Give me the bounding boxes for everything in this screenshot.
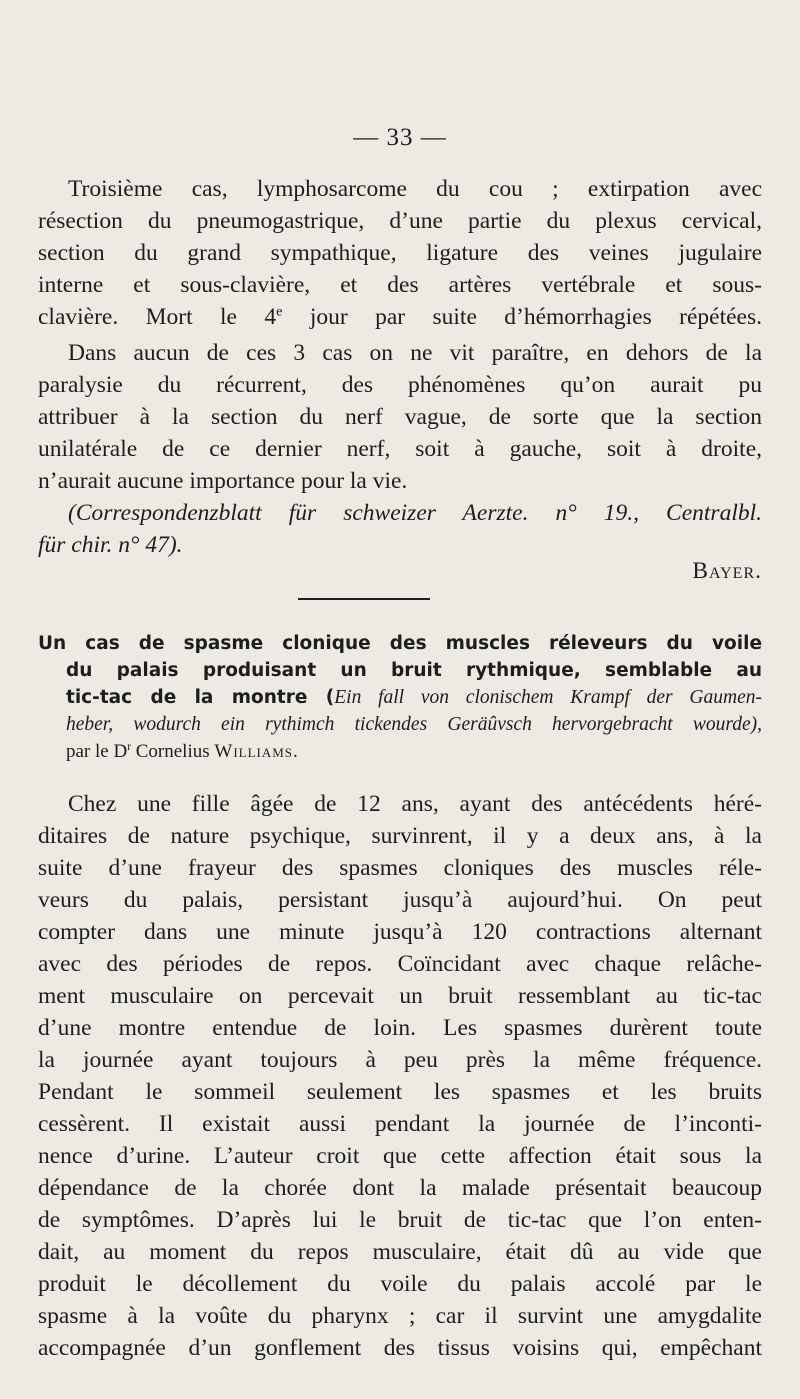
text-line: interne et sous-clavière, et des artères vertébrale et sous- (38, 272, 762, 298)
article-author: par le $D^r$ Cornelius Williams. (66, 741, 299, 762)
text-line: section du grand sympathique, ligature des veines jugulaire (38, 240, 762, 266)
title-line: Un cas de spasme clonique des muscles réleveurs du voile (38, 633, 762, 654)
text-line: produit le décollement du voile du palais accolé par le (38, 1271, 762, 1297)
text-line: dait, au moment du repos musculaire, était dû au vide que (38, 1239, 762, 1265)
paragraph-conclusion (38, 337, 762, 497)
text-line: clavière. Mort le 4e jour par suite d’hémorrhagies répétées. (38, 303, 762, 330)
title-line: du palais produisant un bruit rythmique, semblable au (66, 660, 762, 681)
text-line: compter dans une minute jusqu’à 120 contractions alternant (38, 919, 762, 945)
page-number: — 33 — (353, 124, 447, 151)
text-line: attribuer à la section du nerf vague, de sorte que la section (38, 404, 762, 430)
text-line: nence d’urine. L’auteur croit que cette affection était sous la (38, 1143, 762, 1169)
title-line: tic-tac de la montre (Ein fall von clonischem Krampf der Gaumen- (66, 687, 762, 708)
text-line: Chez une fille âgée de 12 ans, ayant des antécédents héré- (68, 791, 762, 817)
text-line: paralysie du récurrent, des phénomènes qu’on aurait pu (38, 372, 762, 398)
text-line: d’une montre entendue de loin. Les spasmes durèrent toute (38, 1015, 762, 1041)
text-line: unilatérale de ce dernier nerf, soit à gauche, soit à droite, (38, 436, 762, 462)
text-line: suite d’une frayeur des spasmes cloniques des muscles réle- (38, 855, 762, 881)
text-line: Pendant le sommeil seulement les spasmes et les bruits (38, 1079, 762, 1105)
text-line: Troisième cas, lymphosarcome du cou ; extirpation avec (68, 176, 762, 202)
paragraph-third-case (38, 173, 762, 333)
text-line: accompagnée d’un gonflement des tissus voisins qui, empêchant (38, 1335, 762, 1361)
citation-line: (Correspondenzblatt für schweizer Aerzte. n° 19., Centralbl. (68, 500, 762, 526)
signature: Bayer. (692, 558, 762, 584)
citation (38, 497, 762, 561)
article-body (38, 788, 762, 1364)
text-line: n’aurait aucune importance pour la vie. (38, 468, 408, 494)
text-line: de symptômes. D’après lui le bruit de tic-tac que l’on enten- (38, 1207, 762, 1233)
text-line: avec des périodes de repos. Coïncidant avec chaque relâche- (38, 951, 762, 977)
superscript: e (276, 303, 283, 320)
article-title (38, 630, 762, 765)
text-line: veurs du palais, persistant jusqu’à aujourd’hui. On peut (38, 887, 762, 913)
text-line: la journée ayant toujours à peu près la même fréquence. (38, 1047, 762, 1073)
text-line: ment musculaire on percevait un bruit ressemblant au tic-tac (38, 983, 762, 1009)
section-divider (298, 598, 430, 600)
text-line: ditaires de nature psychique, survinrent, il y a deux ans, à la (38, 823, 762, 849)
title-line: heber, wodurch ein rythimch tickendes Geräûvsch hervorgebracht wourde), (66, 714, 762, 735)
text-line: dépendance de la chorée dont la malade présentait beaucoup (38, 1175, 762, 1201)
text-line: spasme à la voûte du pharynx ; car il survint une amygdalite (38, 1303, 762, 1329)
signature-block (38, 555, 762, 587)
text-line: résection du pneumogastrique, d’une partie du plexus cervical, (38, 208, 762, 234)
text-line: cessèrent. Il existait aussi pendant la journée de l’inconti- (38, 1111, 762, 1137)
text-line: Dans aucun de ces 3 cas on ne vit paraître, en dehors de la (68, 340, 762, 366)
citation-line: für chir. n° 47). (38, 532, 183, 558)
